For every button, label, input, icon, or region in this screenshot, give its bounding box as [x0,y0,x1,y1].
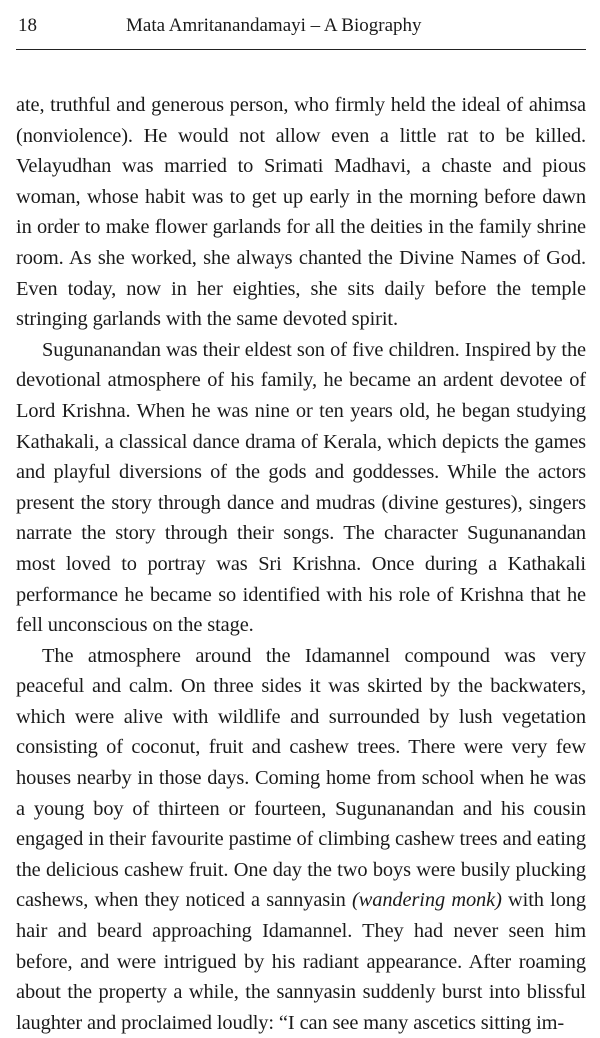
paragraph-3 [16,641,586,1038]
paragraph-3-italic-gloss: (wandering monk) [352,889,502,912]
paragraph-1: ate, truthful and generous person, who firmly held the ideal of ahimsa (nonviolence). He would not allow even a little rat to be killed. Velayudhan was married to Srimati Madhavi, a chaste and pious woman, whose habit was to get up early in the morning before dawn in order to make flower garlands for all the deities in the family shrine room. As she worked, she always chanted the Divine Names of God. Even today, now in her eighties, she sits daily before the temple stringing garlands with the same devoted spirit. [16,94,586,331]
running-head [16,14,586,50]
page-number: 18 [18,15,37,36]
book-title: Mata Amritanandamayi – A Biography [126,15,422,36]
paragraph-2: Sugunanandan was their eldest son of five children. Inspired by the devotional atmosphere of his family, he became an ardent devotee of Lord Krishna. When he was nine or ten years old, he began studying Kathakali, a classical dance drama of Kerala, which depicts the games and playful diversions of the gods and goddesses. While the actors present the story through dance and mudras (divine gestures), singers narrate the story through their songs. The character Sugunanandan most loved to portray was Sri Krishna. Once during a Kathakali performance he became so identified with his role of Krishna that he fell unconscious on the stage. [16,338,586,637]
paragraph-3-text-after: with long hair and beard approaching Idamannel. They had never seen him before, and were intrigued by his radiant appearance. After roaming about the property a while, the sannyasin suddenly burst into blissful laughter and proclaimed loudly: “I can see many ascetics sitting im- [16,889,586,1034]
body-text [16,90,586,1038]
paragraph-3-text-before: The atmosphere around the Idamannel compound was very peaceful and calm. On three sides it was skirted by the backwaters, which were alive with wildlife and surrounded by lush vegetation consisting of coconut, fruit and cashew trees. There were very few houses nearby in those days. Coming home from school when he was a young boy of thirteen or fourteen, Sugunanandan and his cousin engaged in their favourite pastime of climbing cashew trees and eating the delicious cashew fruit. One day the two boys were busily plucking cashews, when they noticed a sannyasin [16,644,586,912]
